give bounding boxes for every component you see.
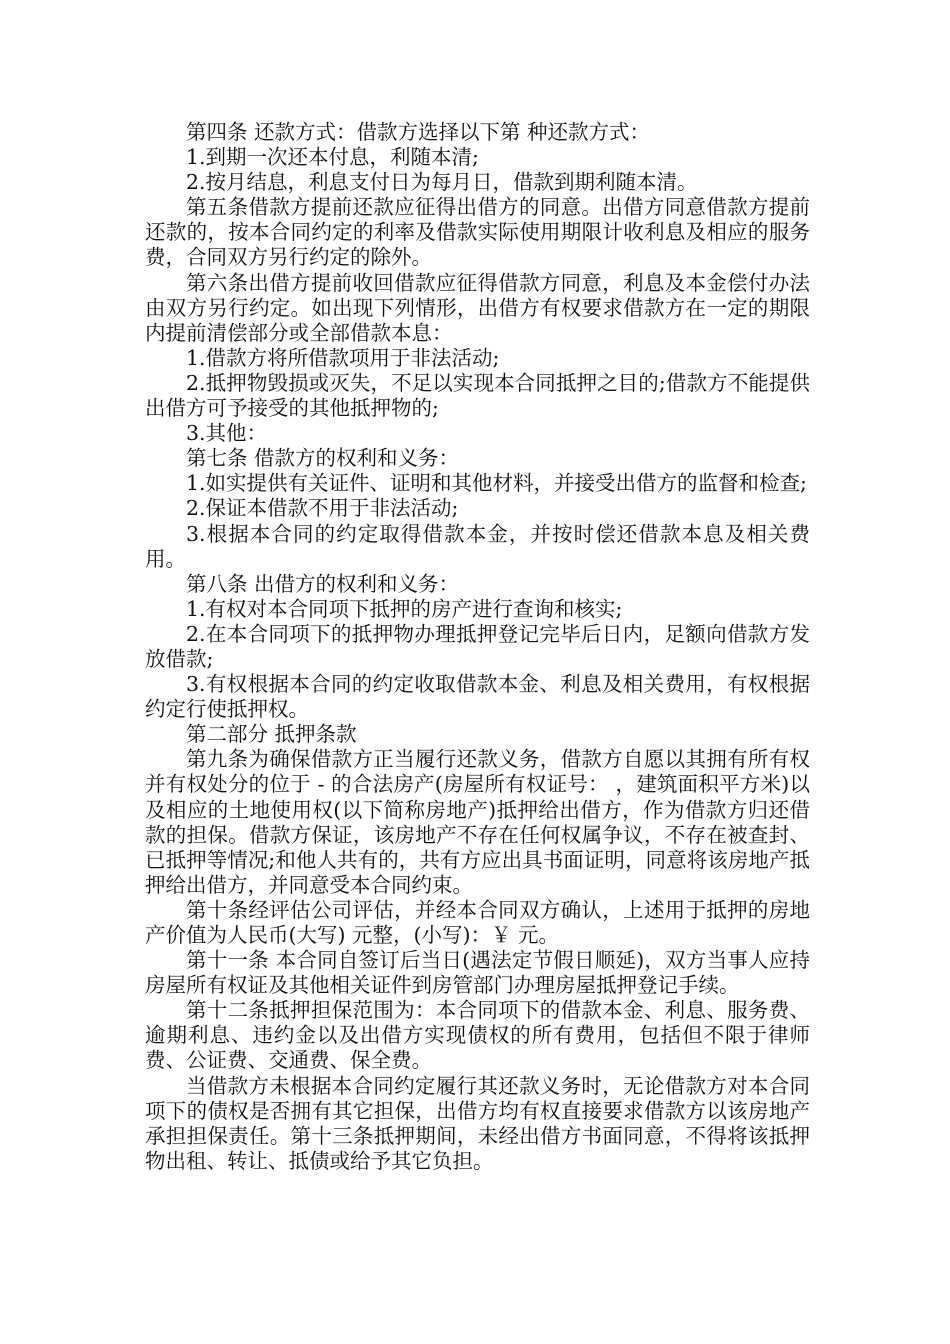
article-7-item-1: 1.如实提供有关证件、证明和其他材料，并接受出借方的监督和检查; (186, 471, 807, 496)
article-6-paragraph: 第六条出借方提前收回借款应征得借款方同意，利息及本金偿付办法由双方另行约定。如出现下列情形，出借方有权要求借款方在一定的期限内提前清偿部分或全部借款本息： (145, 270, 810, 345)
article-9-paragraph: 第九条为确保借款方正当履行还款义务，借款方自愿以其拥有所有权并有权处分的位于 - 的合法房产(房屋所有权证号： ，建筑面积平方米)以及相应的土地使用权(以下简称房地产)抵押给出借方，作为借款方归还借款的担保。借款方保证，该房地产不存在任何权属争议，不存在被查封、已抵押等情况;和他人共有的，共有方应出具书面证明，同意将该房地产抵押给出借方，并同意受本合同约束。 (145, 747, 810, 897)
article-8-item-3: 3.有权根据本合同的约定收取借款本金、利息及相关费用，有权根据约定行使抵押权。 (145, 672, 810, 722)
article-7-heading: 第七条 借款方的权利和义务： (186, 446, 460, 471)
article-11-paragraph: 第十一条 本合同自签订后当日(遇法定节假日顺延)，双方当事人应持房屋所有权证及其他相关证件到房管部门办理房屋抵押登记手续。 (145, 948, 810, 998)
article-7-item-3: 3.根据本合同的约定取得借款本金，并按时偿还借款本息及相关费用。 (145, 521, 810, 571)
article-6-item-3: 3.其他： (186, 421, 268, 446)
article-6-item-1: 1.借款方将所借款项用于非法活动; (186, 345, 500, 370)
article-8-item-2: 2.在本合同项下的抵押物办理抵押登记完毕后日内，足额向借款方发放借款; (145, 621, 810, 671)
contract-text (145, 120, 810, 1174)
article-10-paragraph: 第十条经评估公司评估，并经本合同双方确认，上述用于抵押的房地产价值为人民币(大写) 元整，(小写)：￥ 元。 (145, 897, 810, 947)
article-7-item-2: 2.保证本借款不用于非法活动; (186, 496, 459, 521)
article-4-item-1: 1.到期一次还本付息，利随本清; (186, 145, 479, 170)
article-12-paragraph: 第十二条抵押担保范围为：本合同项下的借款本金、利息、服务费、逾期利息、违约金以及出借方实现债权的所有费用，包括但不限于律师费、公证费、交通费、保全费。 (145, 998, 810, 1073)
article-6-item-2: 2.抵押物毁损或灭失，不足以实现本合同抵押之目的;借款方不能提供出借方可予接受的其他抵押物的; (145, 370, 810, 421)
article-8-heading: 第八条 出借方的权利和义务： (186, 571, 460, 596)
article-8-item-1: 1.有权对本合同项下抵押的房产进行查询和核实; (186, 596, 623, 621)
guarantee-liability-paragraph: 当借款方未根据本合同约定履行其还款义务时，无论借款方对本合同项下的债权是否拥有其它担保，出借方均有权直接要求借款方以该房地产承担担保责任。第十三条抵押期间，未经出借方书面同意，不得将该抵押物出租、转让、抵债或给予其它负担。 (145, 1073, 810, 1173)
article-5-paragraph: 第五条借款方提前还款应征得出借方的同意。出借方同意借款方提前还款的，按本合同约定的利率及借款实际使用期限计收利息及相应的服务费，合同双方另行约定的除外。 (145, 195, 810, 270)
part-2-heading: 第二部分 抵押条款 (186, 722, 357, 747)
article-4-item-2: 2.按月结息，利息支付日为每月日，借款到期利随本清。 (186, 170, 698, 195)
article-4-heading: 第四条 还款方式：借款方选择以下第 种还款方式： (186, 120, 651, 144)
